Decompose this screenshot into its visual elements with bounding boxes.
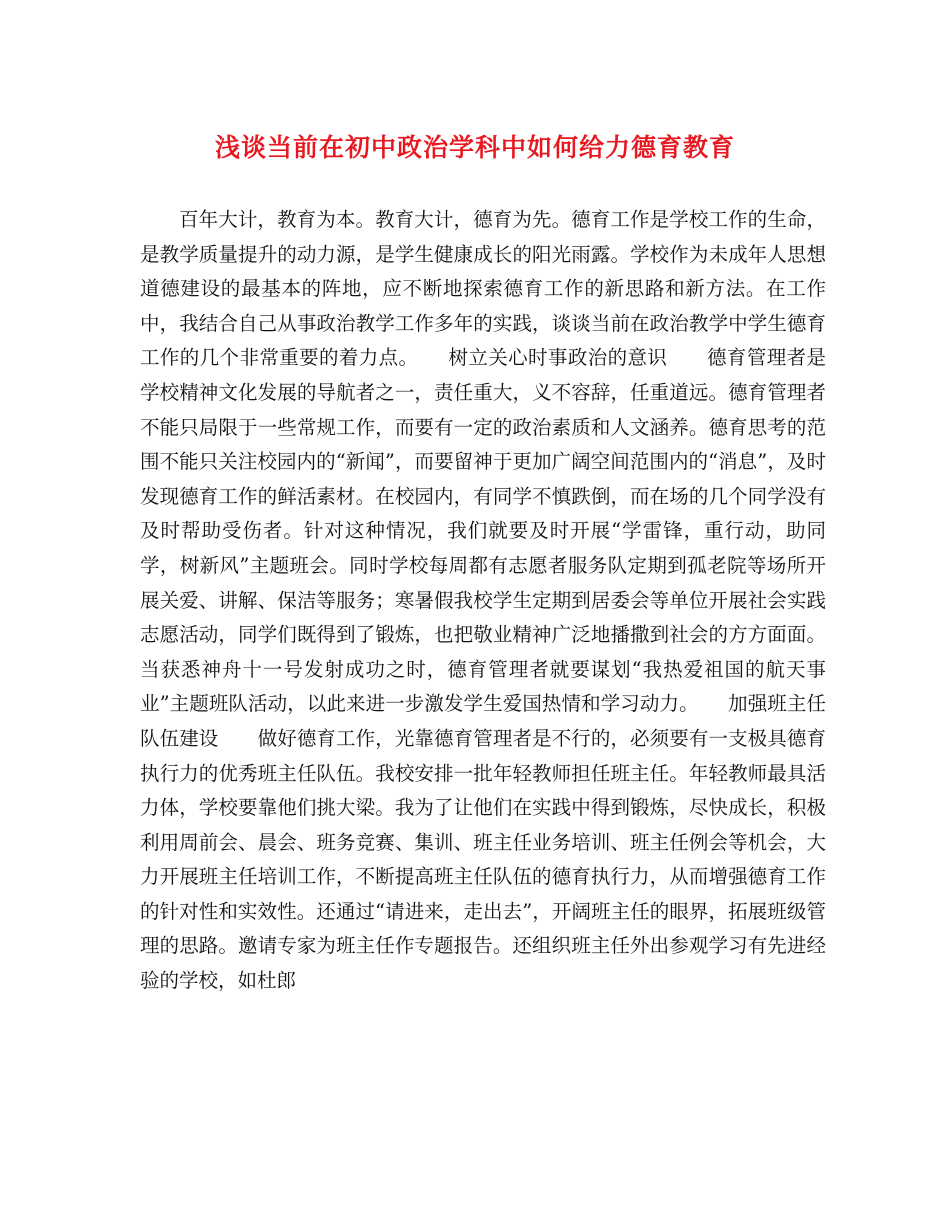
document-title: 浅谈当前在初中政治学科中如何给力德育教育 — [214, 133, 735, 162]
document-body-text: 百年大计，教育为本。教育大计，德育为先。德育工作是学校工作的生命，是教学质量提升的动力源，是学生健康成长的阳光雨露。学校作为未成年人思想道德建设的最基本的阵地，应不断地探索德育工作的新思路和新方法。在工作中，我结合自己从事政治教学工作多年的实践，谈谈当前在政治教学中学生德育工作的几个非常重要的着力点。 树立关心时事政治的意识 德育管理者是学校精神文化发展的导航者之一，责任重大，义不容辞，任重道远。德育管理者不能只局限于一些常规工作，而要有一定的政治素质和人文涵养。德育思考的范围不能只关注校园内的“新闻”，而要留神于更加广阔空间范围内的“消息”，及时发现德育工作的鲜活素材。在校园内，有同学不慎跌倒，而在场的几个同学没有及时帮助受伤者。针对这种情况，我们就要及时开展“学雷锋，重行动，助同学，树新风”主题班会。同时学校每周都有志愿者服务队定期到孤老院等场所开展关爱、讲解、保洁等服务；寒暑假我校学生定期到居委会等单位开展社会实践志愿活动，同学们既得到了锻炼，也把敬业精神广泛地播撒到社会的方方面面。当获悉神舟十一号发射成功之时，德育管理者就要谋划“我热爱祖国的航天事业”主题班队活动，以此来进一步激发学生爱国热情和学习动力。 加强班主任队伍建设 做好德育工作，光靠德育管理者是不行的，必须要有一支极具德育执行力的优秀班主任队伍。我校安排一批年轻教师担任班主任。年轻教师最具活力体，学校要靠他们挑大梁。我为了让他们在实践中得到锻炼，尽快成长，积极利用周前会、晨会、班务竞赛、集训、班主任业务培训、班主任例会等机会，大力开展班主任培训工作，不断提高班主任队伍的德育执行力，从而增强德育工作的针对性和实效性。还通过“请进来，走出去”，开阔班主任的眼界，拓展班级管理的思路。邀请专家为班主任作专题报告。还组织班主任外出参观学习有先进经验的学校，如杜郎 — [140, 208, 826, 993]
